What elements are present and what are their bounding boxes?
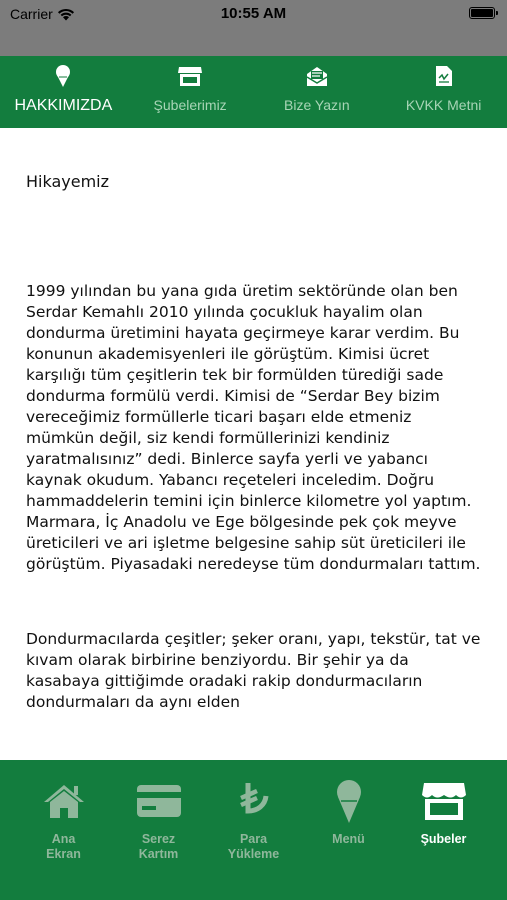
store-icon [177,64,203,88]
story-paragraph: 1999 yılından bu yana gıda üretim sektöründe olan ben Serdar Kemahlı 2010 yılında çocukluk hayalim olan dondurma üretimini hayata geçirmeye karar verdim. Bu konunun akademisyenleri ile görüştüm. Kimisi ücret karşılığı tüm çeşitlerin tek bir formülden türediği sade dondurma formülü verdi. Kimisi de “Serdar Bey bizim vereceğimiz formüllerle ticari başarı elde etmeniz mümkün değil, siz kendi formüllerinizi kendiniz yaratmalısınız” dedi. Binlerce sayfa yerli ve yabancı kaynak okudum. Yabancı reçeteleri inceledim. Doğru hammaddelerin temini için binlerce kilometre yol yaptım. Marmara, İç Anadolu ve Ege bölgesinde pek çok meyve üreticileri ve ari işletme belgesine sahip süt üreticileri ile görüştüm. Piyasadaki neredeyse tüm dondurmaları tattım. [26,282,481,573]
store-icon [421,778,467,824]
lira-icon [238,778,270,824]
tab-subelerimiz[interactable] [127,56,254,128]
section-heading: Hikayemiz [26,172,110,191]
tab-label: Şubelerimiz [153,97,227,113]
nav-serez-kartim[interactable] [111,778,206,900]
battery-icon [469,7,495,19]
ice-cream-icon [54,64,72,88]
nav-label: Menü [332,832,365,846]
tab-hakkimizda[interactable] [0,56,127,128]
status-bar [0,0,507,56]
home-icon [42,778,86,824]
story-paragraph: Dondurmacılarda çeşitler; şeker oranı, yapı, tekstür, tat ve kıvam olarak birbirine benziyordu. Bir şehir ya da kasabaya gittiğimde oradaki rakip dondurmacıların dondurmaları da aynı elden [26,630,481,711]
nav-subeler[interactable] [396,778,491,900]
ice-cream-icon [333,778,365,824]
nav-label: Para Yükleme [227,832,280,861]
nav-menu[interactable] [301,778,396,900]
tab-label: KVKK Metni [405,97,482,113]
nav-label: Ana Ekran [46,832,81,861]
tab-bize-yazin[interactable] [254,56,381,128]
bottom-nav-bar [0,760,507,900]
nav-label: Serez Kartım [138,832,179,861]
status-time: 10:55 AM [220,5,287,22]
carrier-label: Carrier [10,6,53,22]
document-icon [435,64,453,88]
mail-icon [305,64,329,88]
nav-para-yukleme[interactable] [206,778,301,900]
tab-kvkk-metni[interactable] [380,56,507,128]
card-icon [136,778,182,824]
nav-ana-ekran[interactable] [16,778,111,900]
tab-label: Bize Yazın [284,97,350,113]
about-content[interactable] [0,128,507,760]
tab-label: HAKKIMIZDA [14,97,113,114]
top-tab-bar [0,56,507,128]
nav-label: Şubeler [420,832,467,846]
